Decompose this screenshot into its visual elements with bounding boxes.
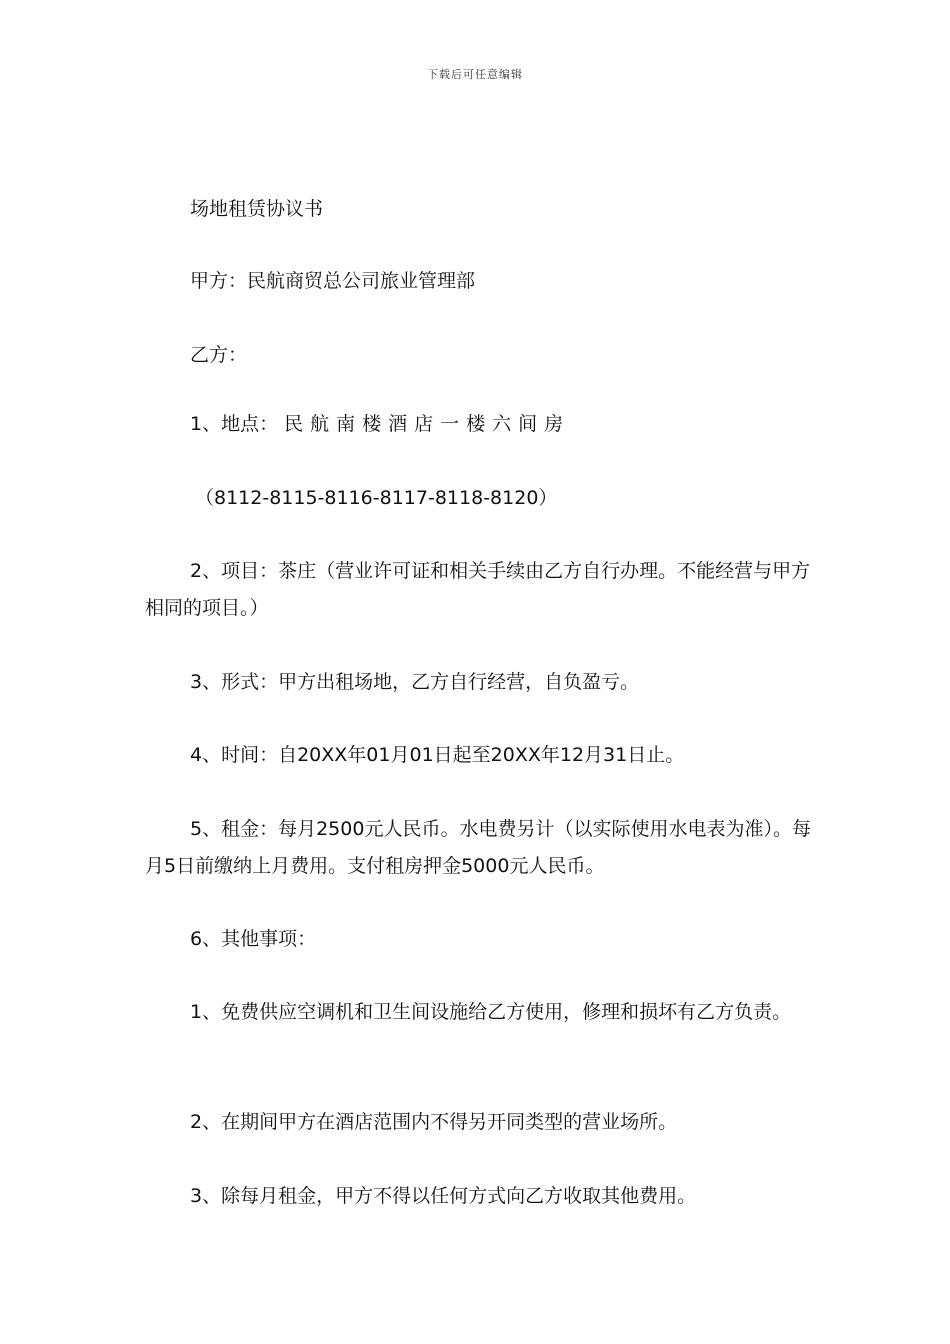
header-note: 下载后可任意编辑 <box>427 68 523 81</box>
clause-time: 4、时间：自20XX年01月01日起至20XX年12月31日止。 <box>190 744 685 766</box>
sub-clause-3: 3、除每月租金，甲方不得以任何方式向乙方收取其他费用。 <box>190 1185 697 1207</box>
clause-other: 6、其他事项： <box>190 928 317 950</box>
clause-location <box>145 406 815 443</box>
clause-project: 2、项目：茶庄（营业许可证和相关手续由乙方自行办理。不能经营与甲方相同的项目。） <box>145 560 811 619</box>
party-a: 甲方：民航商贸总公司旅业管理部 <box>190 270 476 292</box>
clause-location-rooms: （8112-8115-8116-8117-8118-8120） <box>195 487 558 509</box>
sub-clause-2: 2、在期间甲方在酒店范围内不得另开同类型的营业场所。 <box>190 1111 678 1133</box>
clause-form: 3、形式：甲方出租场地，乙方自行经营，自负盈亏。 <box>190 671 640 693</box>
clause-location-value: 民航南楼酒店一楼六间房 <box>284 413 571 435</box>
sub-clause-1: 1、免费供应空调机和卫生间设施给乙方使用，修理和损坏有乙方负责。 <box>190 1001 792 1023</box>
party-b: 乙方： <box>190 344 248 366</box>
clause-location-prefix: 1、地点： <box>190 413 279 435</box>
document-title: 场地租赁协议书 <box>190 198 324 220</box>
clause-rent: 5、租金：每月2500元人民币。水电费另计（以实际使用水电表为准）。每月5日前缴纳上月费用。支付租房押金5000元人民币。 <box>145 818 811 877</box>
